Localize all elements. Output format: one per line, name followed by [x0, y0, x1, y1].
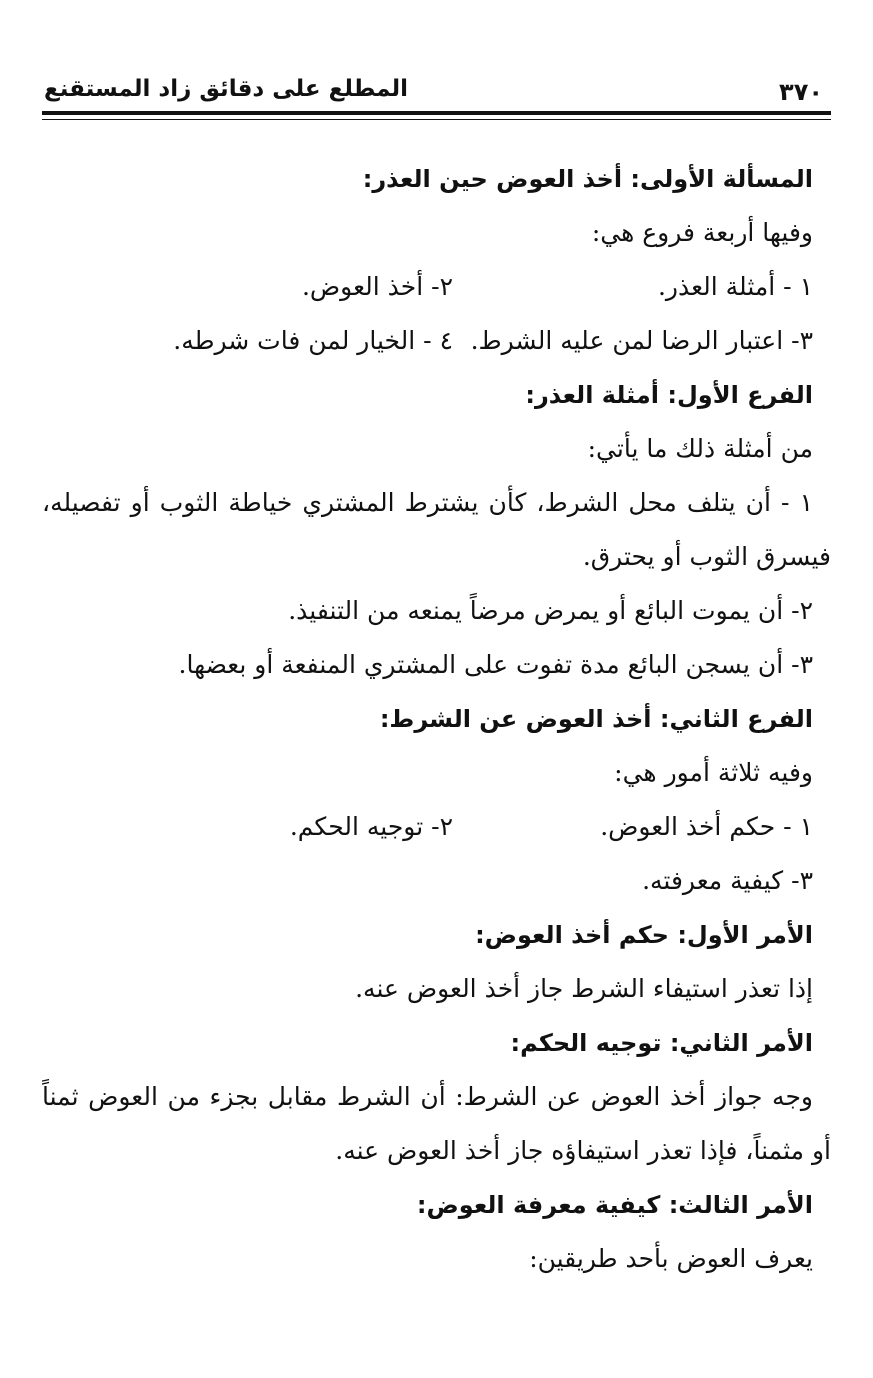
page-number: ٣٧٠ [779, 78, 823, 106]
paragraph-line: وجه جواز أخذ العوض عن الشرط: أن الشرط مقابل بجزء من العوض ثمناً [42, 1082, 813, 1111]
paragraph-line: وفيها أربعة فروع هي: [591, 218, 813, 247]
list-item: ٢- أخذ العوض. [301, 272, 453, 301]
paragraph-line: يعرف العوض بأحد طريقين: [529, 1244, 813, 1273]
paragraph-line: ٣- أن يسجن البائع مدة تفوت على المشتري المنفعة أو بعضها. [178, 650, 813, 679]
paragraph-line: إذا تعذر استيفاء الشرط جاز أخذ العوض عنه. [355, 974, 813, 1003]
section-heading: المسألة الأولى: أخذ العوض حين العذر: [362, 165, 813, 193]
list-item: ٤ - الخيار لمن فات شرطه. [173, 326, 453, 355]
subsection-heading: الفرع الأول: أمثلة العذر: [525, 381, 813, 409]
header-rule-thin [42, 119, 831, 120]
paragraph-line: ١ - أن يتلف محل الشرط، كأن يشترط المشتري خياطة الثوب أو تفصيله، [42, 488, 813, 517]
list-item: ٢- توجيه الحكم. [289, 812, 453, 841]
list-row [42, 314, 813, 368]
subsection-heading: الأمر الأول: حكم أخذ العوض: [475, 921, 813, 949]
list-item: ١ - أمثلة العذر. [657, 272, 813, 301]
list-row [42, 260, 813, 314]
paragraph-line: ٣- كيفية معرفته. [642, 866, 813, 895]
list-row [42, 800, 813, 854]
list-item: ١ - حكم أخذ العوض. [600, 812, 813, 841]
paragraph-line: أو مثمناً، فإذا تعذر استيفاؤه جاز أخذ العوض عنه. [335, 1136, 831, 1165]
subsection-heading: الفرع الثاني: أخذ العوض عن الشرط: [379, 705, 813, 733]
page-body [42, 152, 831, 1286]
paragraph-line: وفيه ثلاثة أمور هي: [614, 758, 813, 787]
paragraph-line: فيسرق الثوب أو يحترق. [582, 542, 831, 571]
subsection-heading: الأمر الثالث: كيفية معرفة العوض: [416, 1191, 813, 1219]
paragraph-line: ٢- أن يموت البائع أو يمرض مرضاً يمنعه من التنفيذ. [288, 596, 813, 625]
page-header [42, 70, 831, 110]
subsection-heading: الأمر الثاني: توجيه الحكم: [510, 1029, 813, 1057]
book-title: المطلع على دقائق زاد المستقنع [44, 76, 409, 102]
header-rule-thick [42, 111, 831, 115]
list-item: ٣- اعتبار الرضا لمن عليه الشرط. [470, 326, 813, 355]
paragraph-line: من أمثلة ذلك ما يأتي: [587, 434, 813, 463]
